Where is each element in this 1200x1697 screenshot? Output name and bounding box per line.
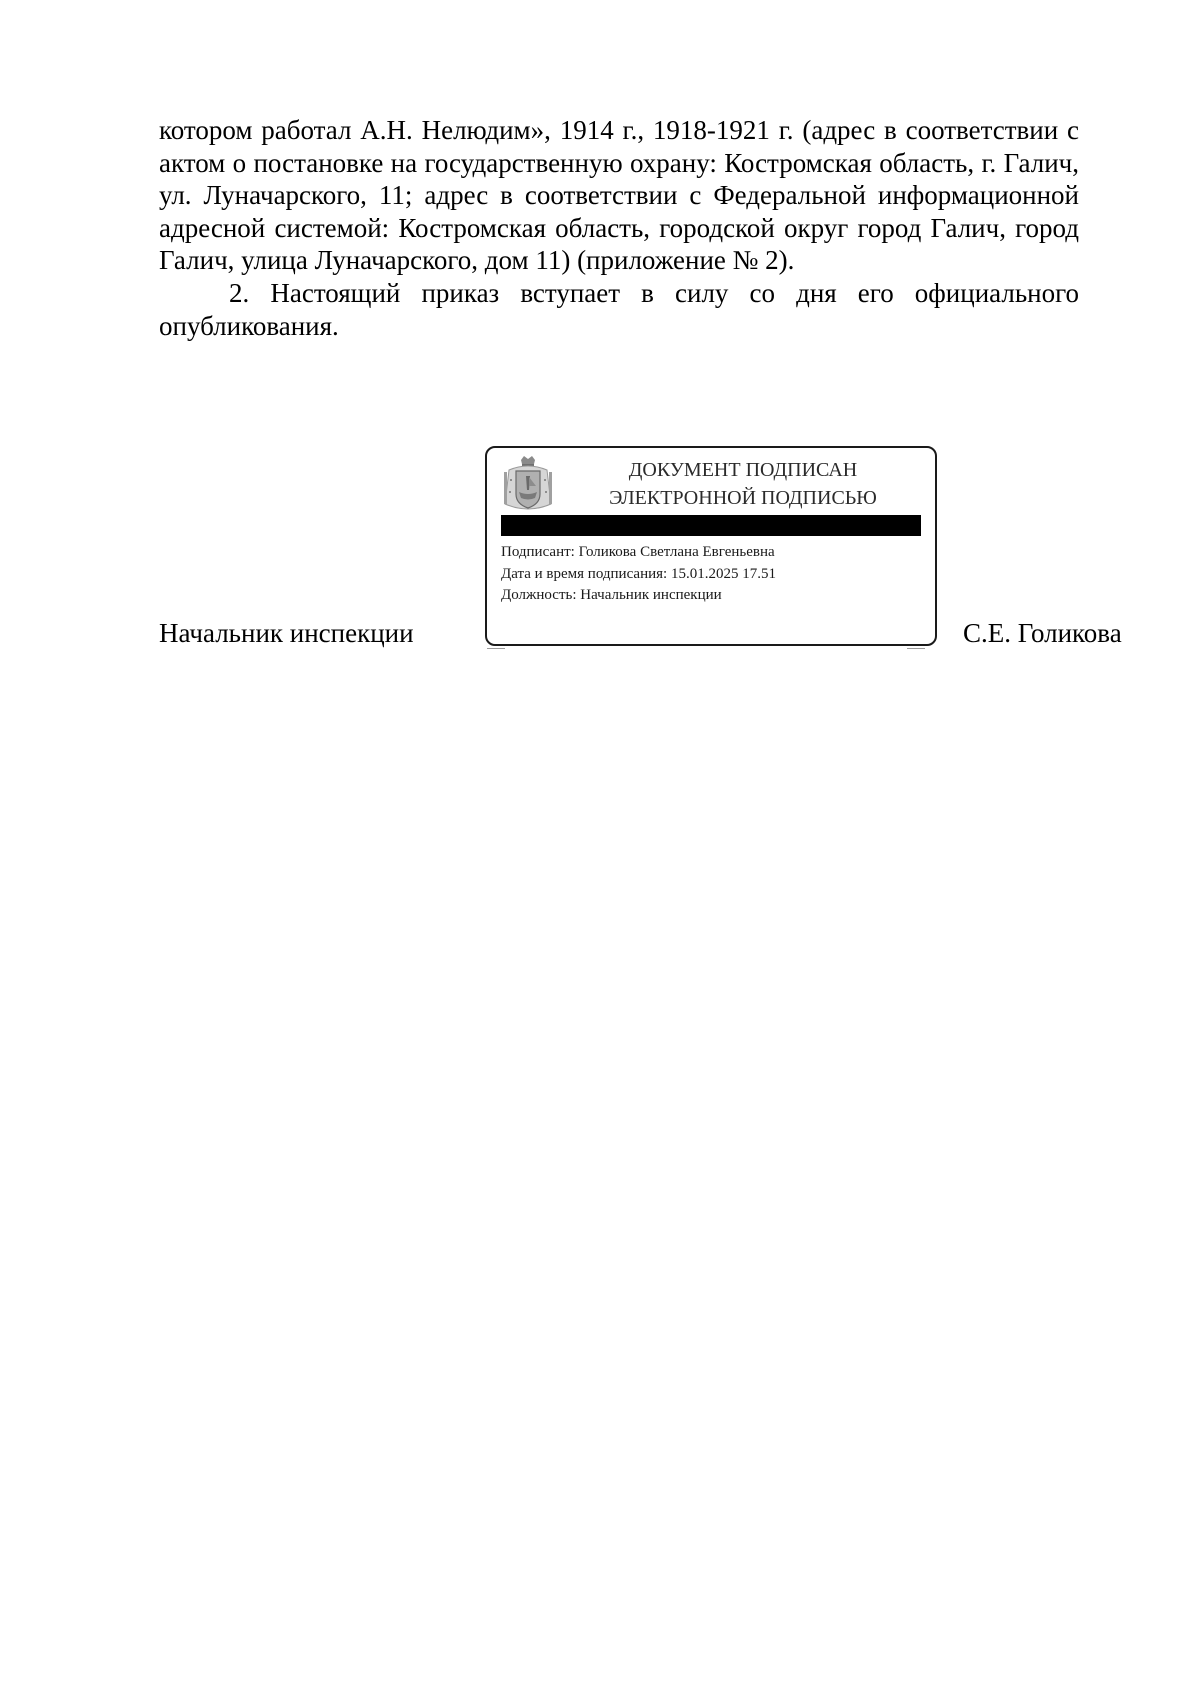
paragraph-item-2: 2. Настоящий приказ вступает в силу со дня его официального опубликования. <box>159 277 1079 341</box>
stamp-position: Должность: Начальник инспекции <box>501 587 722 603</box>
paragraph-continuation: котором работал А.Н. Нелюдим», 1914 г., 1918-1921 г. (адрес в соответствии с актом о постановке на государственную охрану: Костромская область, г. Галич, ул. Луначарского, 11; адрес в соответствии с Федеральной информационной адресной системой: Костромская область, городской округ город Галич, город Галич, улица Луначарского, дом 11) (приложение № 2). <box>159 115 1079 276</box>
coat-of-arms-icon <box>501 454 555 514</box>
signer-position: Начальник инспекции <box>159 618 414 648</box>
certificate-redaction-bar <box>501 515 921 536</box>
stamp-foot-mark-left <box>487 648 505 649</box>
electronic-signature-stamp <box>485 446 937 646</box>
stamp-signer: Подписант: Голикова Светлана Евгеньевна <box>501 544 775 560</box>
stamp-title-line-2: ЭЛЕКТРОННОЙ ПОДПИСЬЮ <box>609 487 877 509</box>
stamp-datetime: Дата и время подписания: 15.01.2025 17.51 <box>501 565 776 582</box>
stamp-details <box>501 542 925 607</box>
document-body <box>159 114 1079 342</box>
stamp-title-line-1: ДОКУМЕНТ ПОДПИСАН <box>628 459 858 481</box>
stamp-foot-mark-right <box>907 648 925 649</box>
signer-name: С.Е. Голикова <box>963 618 1122 648</box>
stamp-title <box>557 456 929 512</box>
